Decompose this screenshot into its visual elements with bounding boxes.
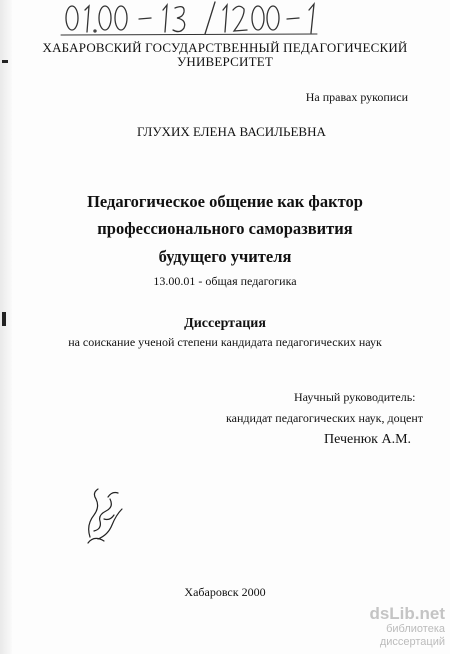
author-name: ГЛУХИХ ЕЛЕНА ВАСИЛЬЕВНА <box>137 124 326 139</box>
dissertation-title-line2: профессионального саморазвития <box>97 219 353 238</box>
supervisor-rank: кандидат педагогических наук, доцент <box>226 411 424 425</box>
manuscript-rights-note: На правах рукописи <box>305 90 408 104</box>
university-name-line1: ХАБАРОВСКИЙ ГОСУДАРСТВЕННЫЙ ПЕДАГОГИЧЕСКИЙ <box>42 40 408 55</box>
supervisor-name: Печенюк А.М. <box>324 432 412 447</box>
watermark-brand: dsLib.net <box>369 604 445 623</box>
document-type: Диссертация <box>184 316 266 331</box>
handwritten-signature <box>84 485 126 545</box>
dissertation-title-line1: Педагогическое общение как фактор <box>87 192 363 211</box>
supervisor-label: Научный руководитель: <box>294 390 416 404</box>
site-watermark <box>330 605 445 649</box>
degree-line: на соискание ученой степени кандидата педагогических наук <box>68 335 382 349</box>
dissertation-title-line3: будущего учителя <box>158 247 292 266</box>
university-name-line2: УНИВЕРСИТЕТ <box>176 54 274 69</box>
city-and-year: Хабаровск 2000 <box>184 585 266 599</box>
watermark-subtitle: библиотека диссертаций <box>379 623 445 648</box>
specialty-code: 13.00.01 - общая педагогика <box>153 274 297 288</box>
handwritten-archive-mark <box>55 0 325 38</box>
